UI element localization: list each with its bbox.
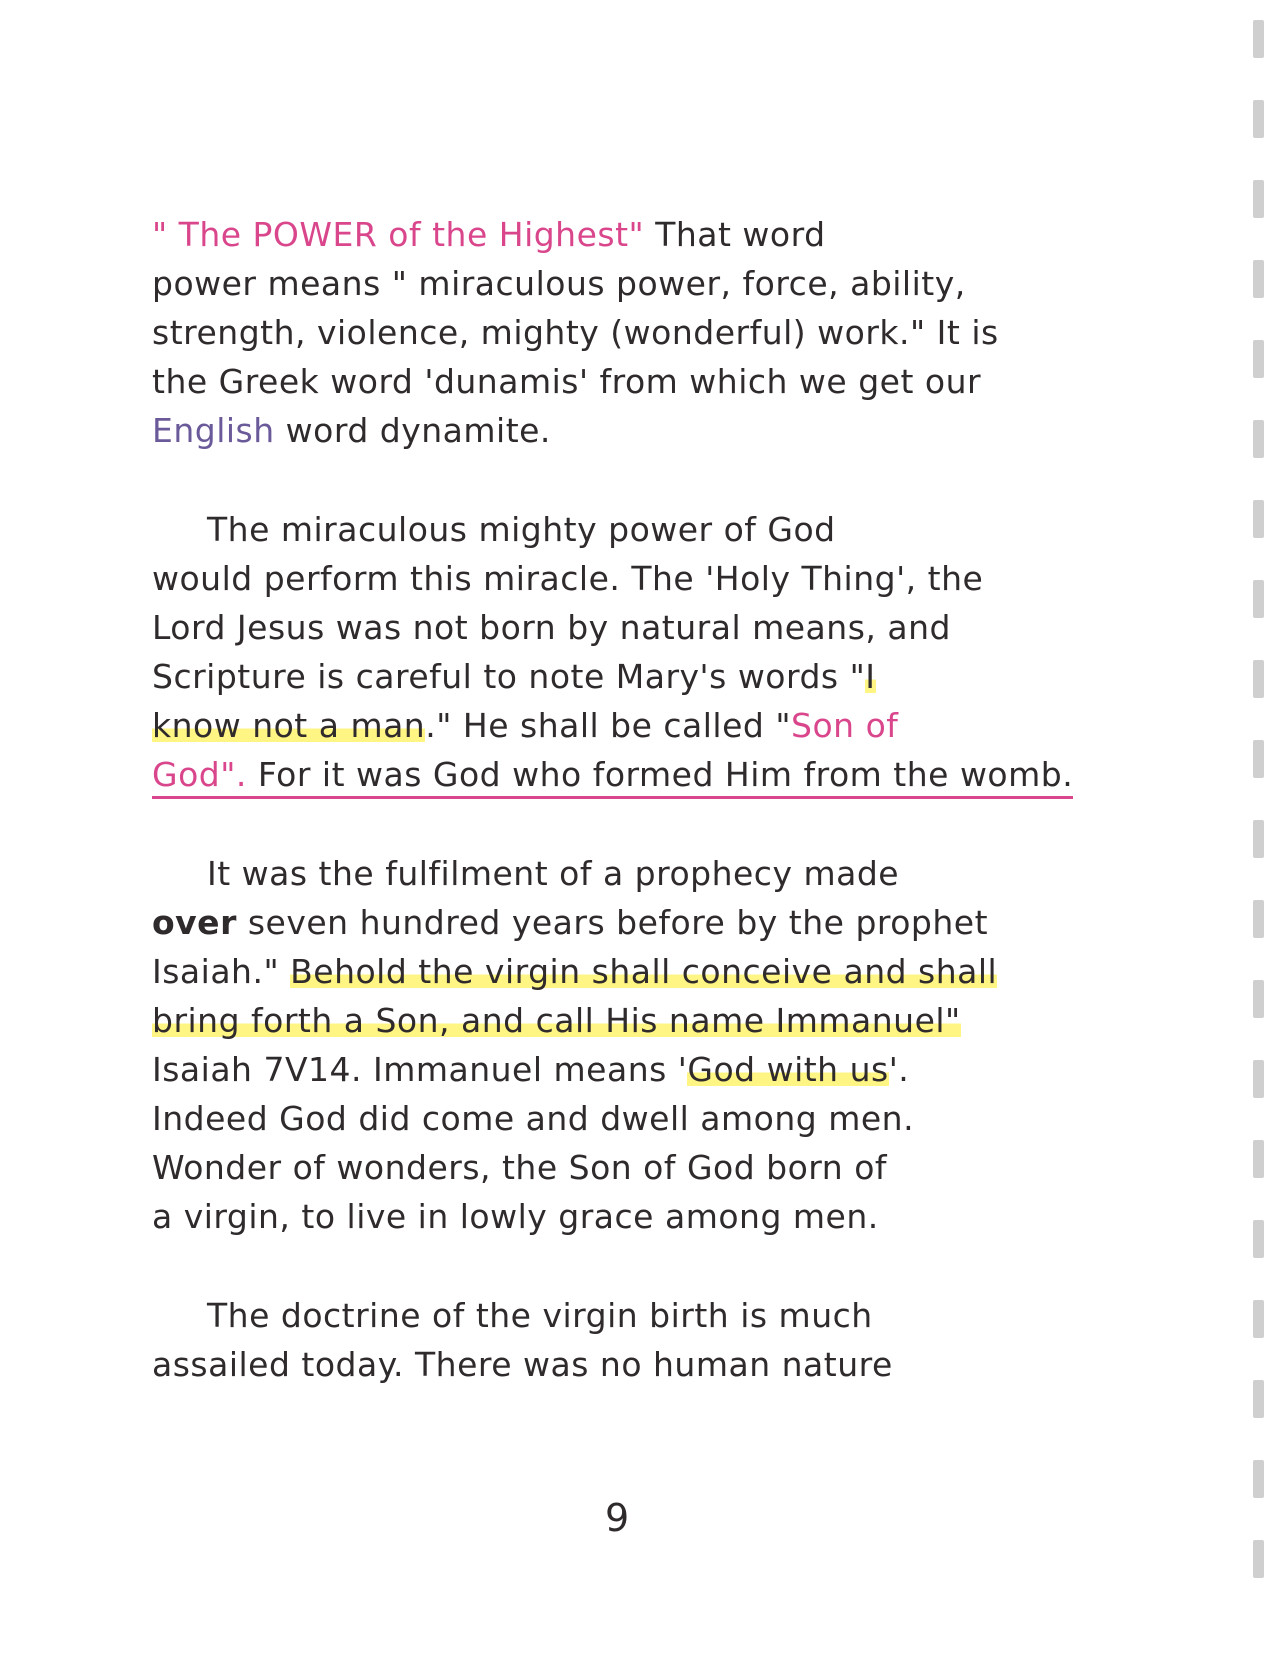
text-line: assailed today. There was no human nature	[152, 1345, 893, 1384]
text-line: strength, violence, mighty (wonderful) work." It is	[152, 313, 999, 352]
text-line: The doctrine of the virgin birth is much	[207, 1296, 873, 1335]
binding-hole	[1253, 1060, 1264, 1098]
text-line: It was the fulfilment of a prophecy made	[207, 854, 900, 893]
underlined-sentence	[152, 755, 1073, 799]
text-span: Isaiah."	[152, 952, 291, 991]
paragraph-doctrine	[152, 1291, 1097, 1389]
binding-hole	[1253, 100, 1264, 138]
binding-hole	[1253, 1460, 1264, 1498]
text-line: The miraculous mighty power of God	[207, 510, 836, 549]
binding-hole	[1253, 420, 1264, 458]
quote-heading: " The POWER of the Highest"	[152, 215, 645, 254]
son-of-god-text: Son of	[791, 706, 899, 745]
paragraph-prophecy	[152, 849, 1097, 1241]
text-line: Lord Jesus was not born by natural means, and	[152, 608, 951, 647]
text-span: That word	[644, 215, 826, 254]
text-line	[152, 996, 1097, 1045]
paragraph-power	[152, 210, 1097, 455]
binding-hole	[1253, 1220, 1264, 1258]
binding-hole	[1253, 180, 1264, 218]
text-line	[152, 898, 1097, 947]
binding-hole	[1253, 580, 1264, 618]
binding-hole	[1253, 1300, 1264, 1338]
text-line: the Greek word 'dunamis' from which we get our	[152, 362, 982, 401]
binding-hole	[1253, 740, 1264, 778]
text-line	[152, 701, 1097, 750]
english-word: English	[152, 411, 275, 450]
text-span: Isaiah 7V14. Immanuel means '	[152, 1050, 688, 1089]
text-span: over	[152, 903, 237, 942]
binding-hole	[1253, 820, 1264, 858]
son-of-god-text: God".	[152, 755, 247, 794]
text-span: '.	[888, 1050, 910, 1089]
text-span: ." He shall be called "	[425, 706, 792, 745]
text-line	[152, 652, 1097, 701]
text-line	[152, 406, 1097, 455]
text-span: For it was God who formed Him from the womb.	[246, 755, 1074, 794]
binding-hole	[1253, 900, 1264, 938]
binding-hole	[1253, 1380, 1264, 1418]
highlighted-text: God with us	[687, 1050, 889, 1089]
text-line: would perform this miracle. The 'Holy Thing', the	[152, 559, 984, 598]
text-line: Wonder of wonders, the Son of God born of	[152, 1148, 888, 1187]
binding-hole	[1253, 1140, 1264, 1178]
binding-hole	[1253, 260, 1264, 298]
binding-hole	[1253, 1540, 1264, 1578]
highlighted-text: know not a man	[152, 706, 426, 745]
page-number: 9	[605, 1496, 630, 1540]
text-line: power means " miraculous power, force, ability,	[152, 264, 966, 303]
handwritten-text	[152, 210, 1097, 1439]
text-line	[152, 210, 1097, 259]
text-span: seven hundred years before by the prophet	[236, 903, 989, 942]
paragraph-miracle	[152, 505, 1097, 799]
binding-hole	[1253, 980, 1264, 1018]
text-line	[152, 947, 1097, 996]
highlighted-text: bring forth a Son, and call His name Immanuel"	[152, 1001, 961, 1040]
text-line: a virgin, to live in lowly grace among men.	[152, 1197, 879, 1236]
text-line: Indeed God did come and dwell among men.	[152, 1099, 915, 1138]
highlighted-text: I	[865, 657, 876, 696]
binding-hole	[1253, 340, 1264, 378]
text-span: word dynamite.	[274, 411, 551, 450]
binding-holes	[1253, 20, 1267, 1640]
binding-hole	[1253, 660, 1264, 698]
text-span: Scripture is careful to note Mary's words "	[152, 657, 866, 696]
text-line	[152, 750, 1097, 799]
binding-hole	[1253, 500, 1264, 538]
highlighted-text: Behold the virgin shall conceive and shall	[290, 952, 998, 991]
text-line	[152, 1045, 1097, 1094]
binding-hole	[1253, 20, 1264, 58]
